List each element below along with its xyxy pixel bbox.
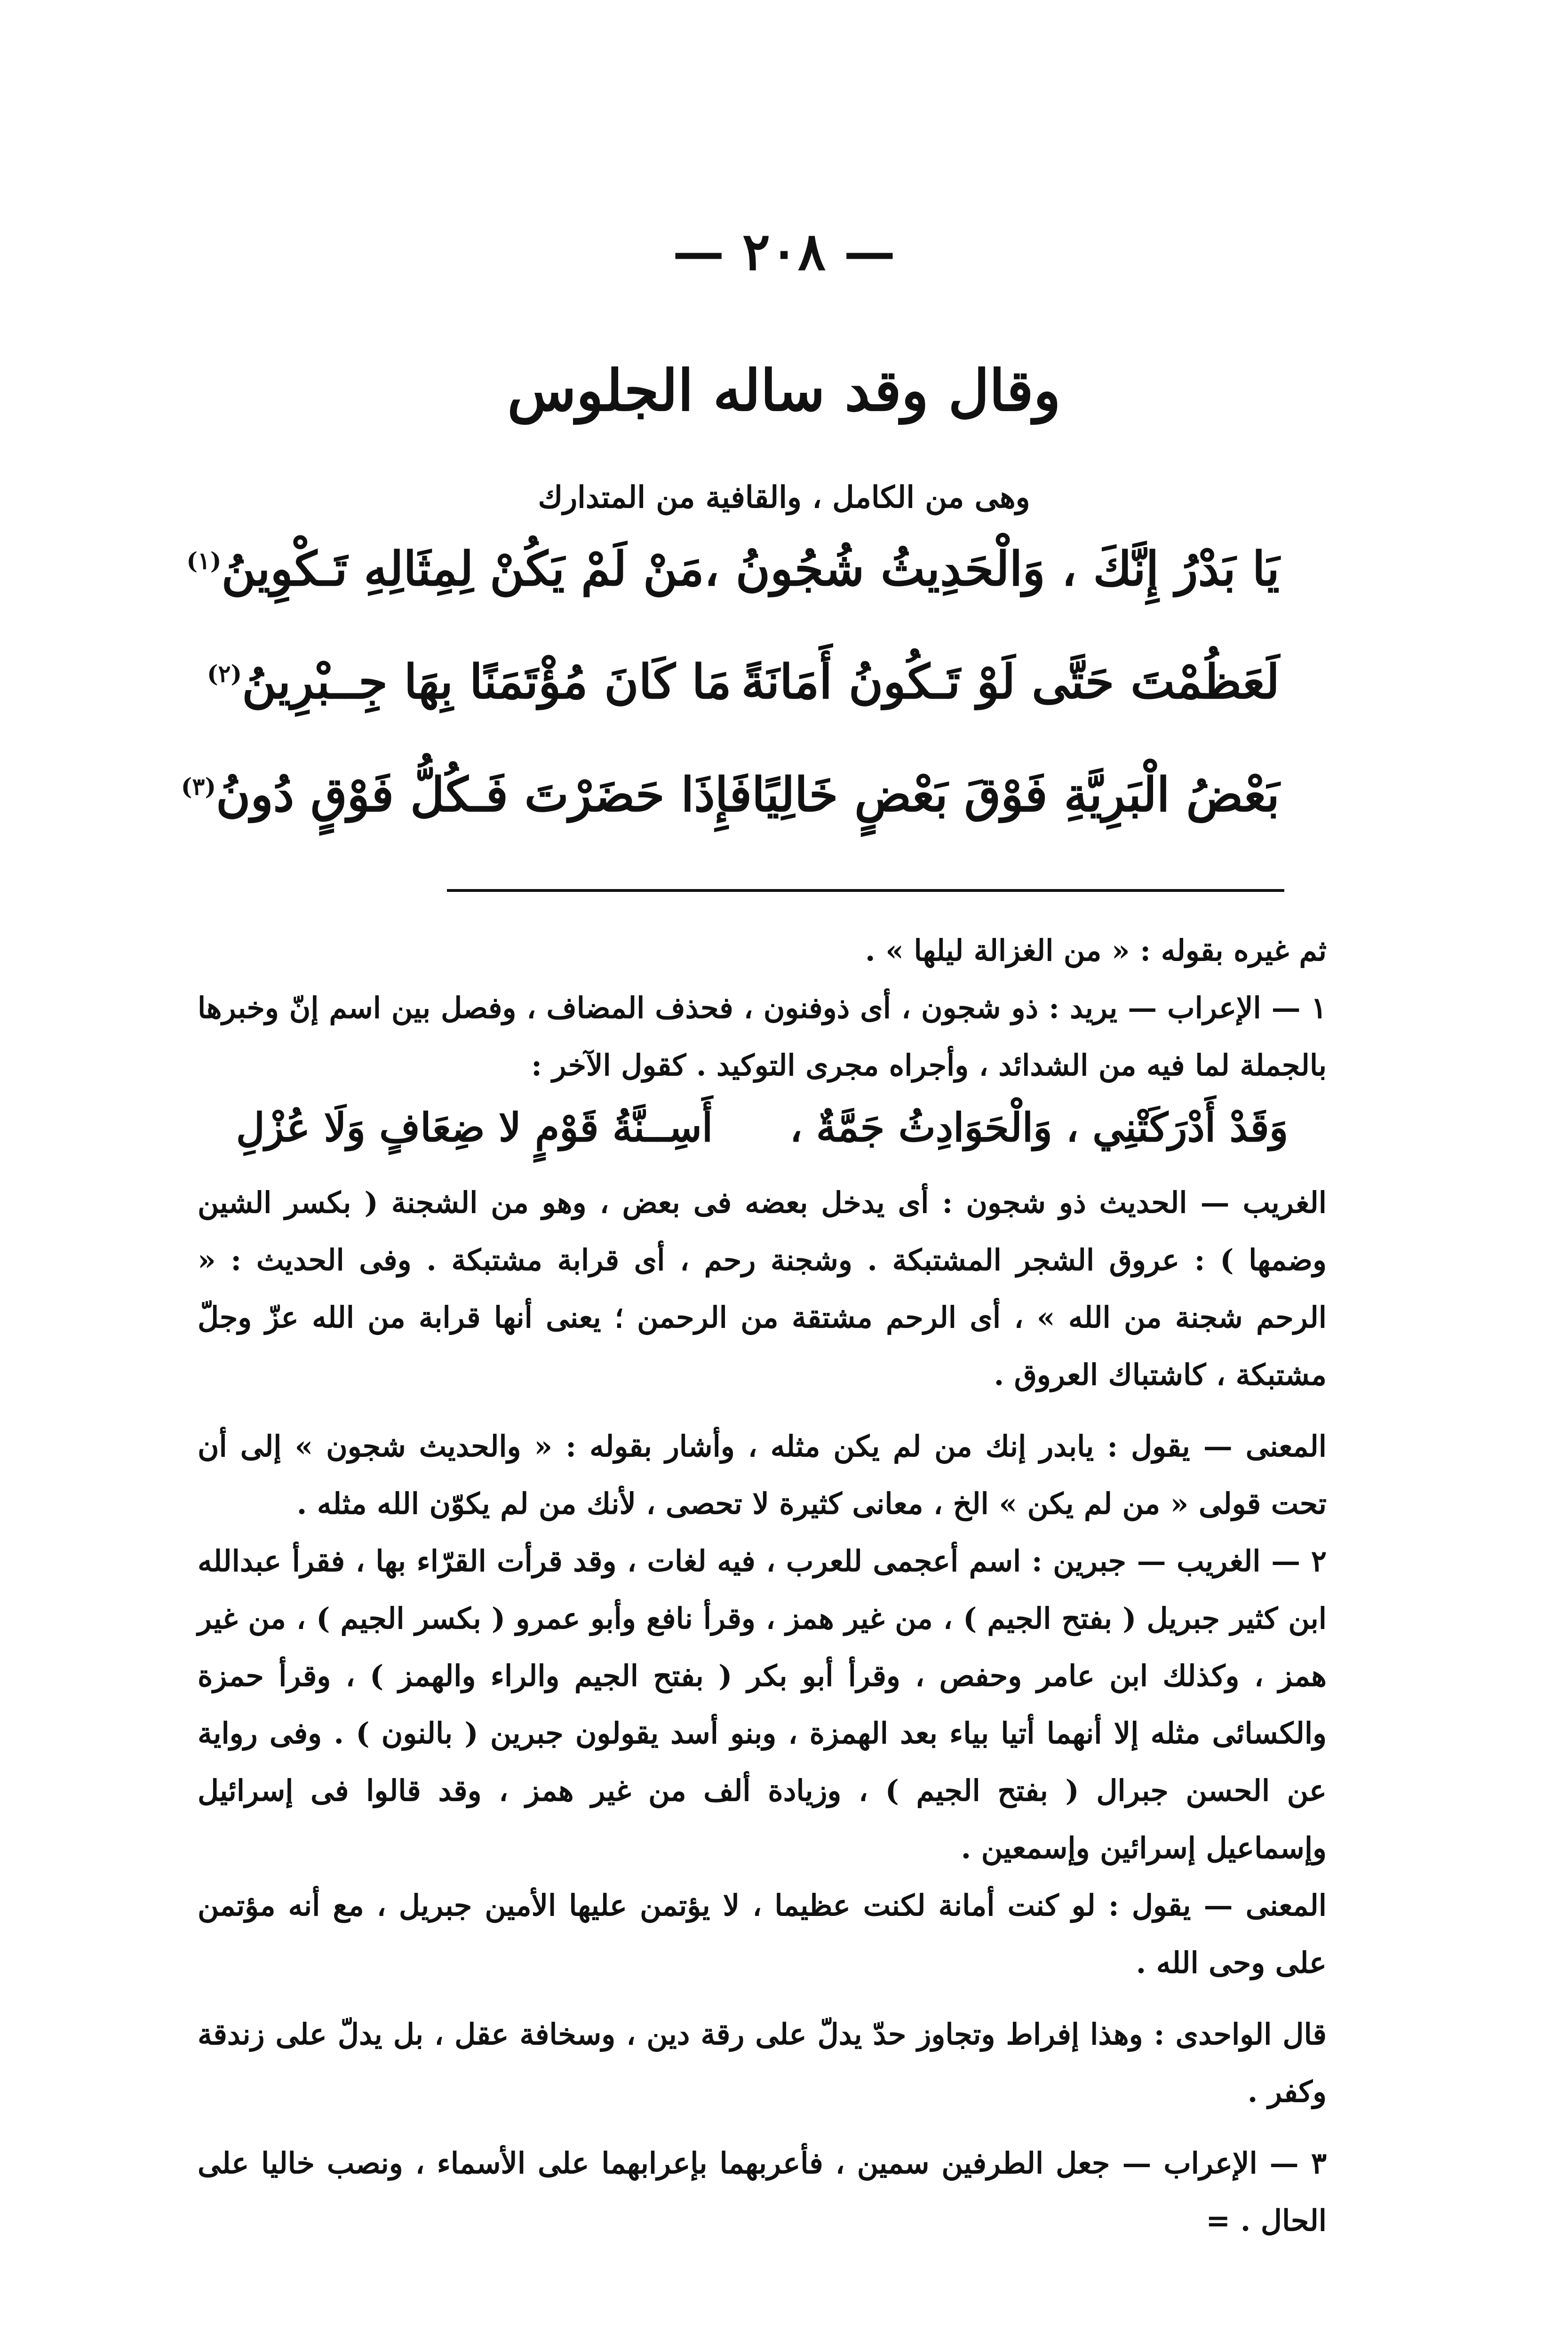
footnote-marker: (٢) bbox=[207, 660, 242, 688]
verse-second-text: مَنْ لَمْ يَكُنْ لِمِثَالِهِ تَـكْوِينُ bbox=[221, 541, 704, 596]
commentary-note-2-wahidi: قال الواحدى : وهذا إفراط وتجاوز حدّ يدلّ على رقة دين ، وسخافة عقل ، بل يدلّ على زندقة وكفر . bbox=[198, 2017, 1327, 2109]
verse-second-hemistich bbox=[207, 654, 732, 709]
commentary-note-3-syntax: ٣ — الإعراب — جعل الطرفين سمين ، فأعربهما بإعرابهما على الأسماء ، ونصب خاليا على الحال . = bbox=[198, 2146, 1327, 2238]
footnote-marker: (٣) bbox=[181, 772, 216, 801]
page-number: — ٢٠٨ — bbox=[672, 221, 896, 282]
quoted-verse-second: أَسِــنَّةُ قَوْمٍ لا ضِعَافٍ وَلَا عُزْلِ bbox=[236, 1104, 713, 1151]
poem-title: وقال وقد ساله الجلوس bbox=[507, 358, 1061, 424]
verse-line bbox=[186, 541, 1280, 654]
verse-second-text: مَا كَانَ مُؤْتَمَنًا بِهَا جِــبْرِينُ bbox=[242, 654, 732, 709]
verse-first-hemistich: بَعْضُ الْبَرِيَّةِ فَوْقَ بَعْضٍ خَالِيًا bbox=[752, 767, 1280, 822]
footnote-divider bbox=[447, 889, 1284, 892]
quoted-verse-first: وَقَدْ أَدْرَكَتْنِي ، وَالْحَوَادِثُ جَمَّةٌ ، bbox=[789, 1104, 1289, 1151]
verse-first-hemistich: لَعَظُمْتَ حَتَّى لَوْ تَـكُونُ أَمَانَةً bbox=[741, 654, 1280, 709]
commentary-intro: ثم غيره بقوله : « من الغزالة ليلها » . bbox=[865, 933, 1327, 968]
commentary-note-1-vocabulary: الغريب — الحديث ذو شجون : أى يدخل بعضه فى بعض ، وهو من الشجنة ( بكسر الشين وضمها ) : عروق الشجر المشتبكة . وشجنة رحم ، أى قرابة مشتبكة . وفى الحديث : « الرحم شجنة من الله » ، أى الرحم مشتقة من الرحمن ؛ يعنى أنها قرابة من الله عزّ وجلّ مشتبكة ، كاشتباك العروق . bbox=[198, 1185, 1327, 1392]
poem-subtitle: وهى من الكامل ، والقافية من المتدارك bbox=[538, 480, 1030, 515]
verse-line bbox=[207, 654, 1280, 767]
verse-second-hemistich bbox=[186, 541, 704, 596]
quoted-verse bbox=[198, 1099, 1327, 1169]
verse-second-text: فَإِذَا حَضَرْتَ فَـكُلُّ فَوْقٍ دُونُ bbox=[216, 767, 752, 822]
commentary-note-2-meaning: المعنى — يقول : لو كنت أمانة لكنت عظيما ، لا يؤتمن عليها الأمين جبريل ، مع أنه مؤتمن على وحى الله . bbox=[198, 1888, 1327, 1980]
commentary-note-1-meaning: المعنى — يقول : يابدر إنك من لم يكن مثله ، وأشار بقوله : « والحديث شجون » إلى أن تحت قولى « من لم يكن » الخ ، معانى كثيرة لا تحصى ، لأنك من لم يكوّن الله مثله . bbox=[198, 1429, 1327, 1521]
footnote-marker: (١) bbox=[186, 547, 222, 575]
verse-line bbox=[181, 767, 1280, 880]
poem-verses bbox=[181, 541, 1280, 880]
commentary-note-1-syntax: ١ — الإعراب — يريد : ذو شجون ، أى ذوفنون ، فحذف المضاف ، وفصل بين اسم إنّ وخبرها بالجملة لما فيه من الشدائد ، وأجراه مجرى التوكيد . كقول الآخر : bbox=[198, 991, 1327, 1082]
verse-second-hemistich bbox=[181, 767, 752, 822]
verse-first-hemistich: يَا بَدْرُ إِنَّكَ ، وَالْحَدِيثُ شُجُونُ ، bbox=[704, 541, 1280, 596]
commentary bbox=[198, 922, 1327, 2249]
commentary-note-2-vocabulary: ٢ — الغريب — جبرين : اسم أعجمى للعرب ، فيه لغات ، وقد قرأت القرّاء بها ، فقرأ عبدالله ابن كثير جبريل ( بفتح الجيم ) ، من غير همز ، وقرأ نافع وأبو عمرو ( بكسر الجيم ) ، من غير همز ، وكذلك ابن عامر وحفص ، وقرأ أبو بكر ( بفتح الجيم والراء والهمز ) ، وقرأ حمزة والكسائى مثله إلا أنهما أتيا بياء بعد الهمزة ، وبنو أسد يقولون جبرين ( بالنون ) . وفى رواية عن الحسن جبرال ( بفتح الجيم ) ، وزيادة ألف من غير همز ، وقد قالوا فى إسرائيل وإسماعيل إسرائين وإسمعين . bbox=[198, 1544, 1327, 1865]
